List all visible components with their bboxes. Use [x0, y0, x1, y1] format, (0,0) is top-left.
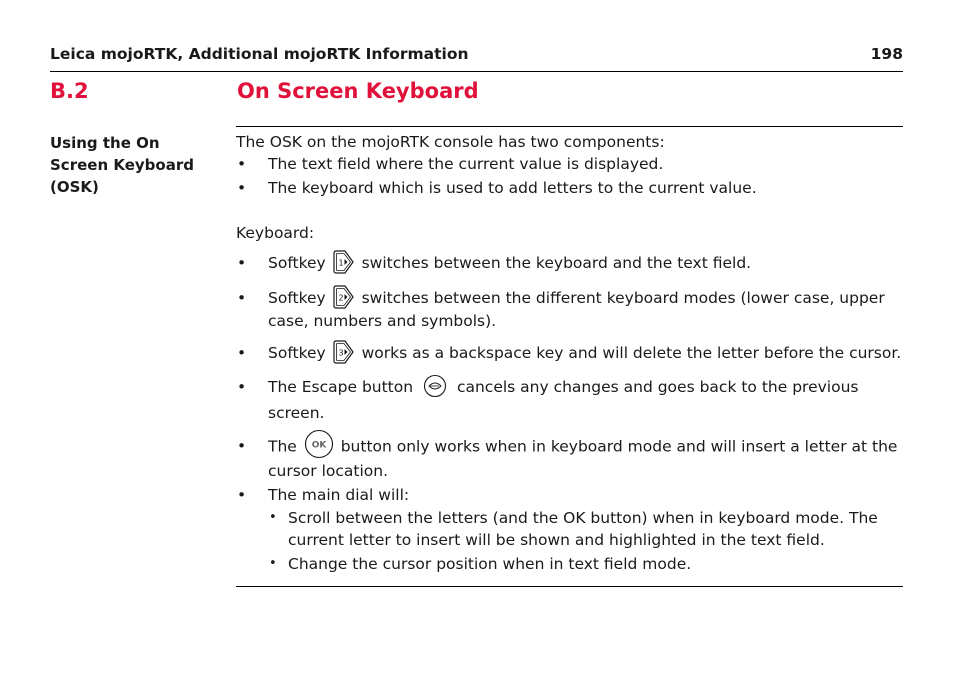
bullet: •: [237, 289, 247, 307]
softkey3-item: [268, 342, 901, 364]
softkey2-item: [268, 287, 885, 309]
header-rule: [50, 71, 903, 72]
bullet: •: [237, 378, 247, 396]
softkey-1-icon: [333, 250, 355, 274]
bullet: •: [237, 344, 247, 362]
escape-icon: [422, 374, 448, 398]
escape-item: [268, 376, 858, 398]
softkey3-after: works as a backspace key and will delete the letter before the cursor.: [361, 344, 902, 362]
escape-before: The Escape button: [268, 378, 414, 396]
page-number: 198: [870, 45, 903, 63]
header-title: Leica mojoRTK, Additional mojoRTK Information: [50, 45, 469, 63]
softkey-3-icon: [333, 340, 355, 364]
dial-intro: The main dial will:: [268, 486, 410, 504]
ok-button-label: OK: [311, 440, 327, 451]
bullet: •: [237, 155, 247, 173]
component-item-2: The keyboard which is used to add letters to the current value.: [268, 179, 757, 197]
softkey-1-label: 1: [338, 258, 344, 267]
escape-line2: screen.: [268, 404, 325, 422]
softkey2-before: Softkey: [268, 289, 326, 307]
bullet: •: [237, 254, 247, 272]
softkey3-before: Softkey: [268, 344, 326, 362]
ok-after: button only works when in keyboard mode and will insert a letter at the: [340, 437, 898, 456]
top-rule: [236, 126, 903, 127]
bullet: •: [237, 486, 247, 504]
dial-sub1-line1: Scroll between the letters (and the OK button) when in keyboard mode. The: [288, 509, 878, 527]
ok-before: The: [268, 437, 297, 456]
dial-sub1-line2: current letter to insert will be shown and highlighted in the text field.: [288, 531, 825, 549]
softkey1-after: switches between the keyboard and the text field.: [361, 254, 752, 272]
ok-line2: cursor location.: [268, 462, 389, 480]
sub-bullet: •: [269, 556, 277, 571]
ok-item: [268, 435, 897, 459]
section-number: B.2: [50, 79, 89, 103]
dial-sub2: Change the cursor position when in text field mode.: [288, 555, 692, 573]
softkey-3-label: 3: [338, 348, 344, 357]
bullet: •: [237, 437, 247, 455]
softkey-2-icon: [333, 285, 355, 309]
ok-button-icon: [304, 429, 334, 459]
component-item-1: The text field where the current value is displayed.: [268, 155, 664, 173]
softkey1-before: Softkey: [268, 254, 326, 272]
side-heading: Using the On Screen Keyboard (OSK): [50, 134, 194, 196]
softkey2-line2: case, numbers and symbols).: [268, 312, 497, 330]
bottom-rule: [236, 586, 903, 587]
softkey-2-label: 2: [338, 293, 344, 302]
section-title: On Screen Keyboard: [237, 79, 479, 103]
softkey2-after: switches between the different keyboard modes (lower case, upper: [361, 289, 885, 307]
keyboard-label: Keyboard:: [236, 224, 315, 242]
intro-text: The OSK on the mojoRTK console has two components:: [236, 133, 665, 151]
escape-after: cancels any changes and goes back to the previous: [456, 378, 859, 396]
softkey1-item: [268, 252, 751, 274]
bullet: •: [237, 179, 247, 197]
sub-bullet: •: [269, 510, 277, 525]
